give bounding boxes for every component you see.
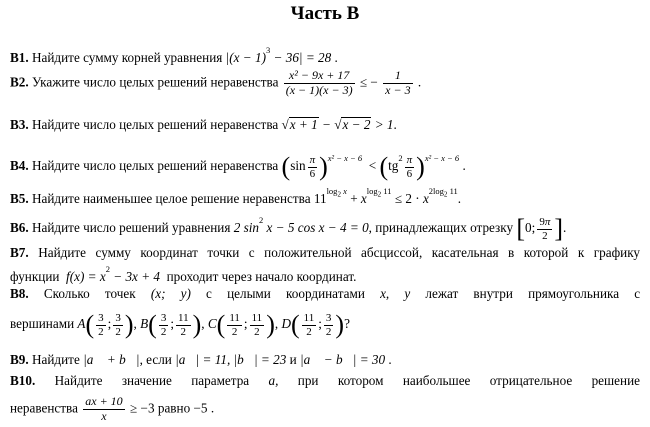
- formula: |a⃗| = 11, |b⃗| = 23: [175, 352, 287, 367]
- problem-b4: В4. Найдите число целых решений неравенства (sin $\frac{\pi}{6}$ )$^{x^2 - x - 6} < (tg^2$ $\frac{\pi}{6}$ )$^{x^2 - x - 6}$ .: [10, 152, 466, 182]
- problem-number: В8.: [10, 286, 29, 301]
- formula: ≥ −3: [129, 400, 155, 416]
- word: целыми: [227, 286, 271, 301]
- problem-text: Укажите число целых решений неравенства: [31, 74, 279, 90]
- word: с: [634, 286, 641, 301]
- word: при: [297, 373, 319, 388]
- problem-number: В1.: [10, 50, 29, 65]
- fraction: [383, 69, 412, 98]
- formula: |a⃗ − b⃗| = 30: [299, 352, 386, 367]
- problem-b10-line2: неравенства $\frac{ax + 10}{x}$ ≥ −3 равно −5 .: [10, 394, 215, 423]
- problem-text: Найдите число целых решений неравенства: [31, 158, 279, 174]
- word: с: [206, 286, 212, 301]
- problem-text: , принадлежащих отрезку: [368, 220, 514, 236]
- problem-text: Найдите: [31, 352, 80, 367]
- interval: [0; $\frac{9\pi}{2}$ ]: [516, 214, 563, 244]
- formula: y: [404, 286, 411, 301]
- problem-text: , если: [139, 352, 172, 367]
- fraction: $\frac{ax + 10}{x}$: [85, 394, 123, 423]
- numerator: 1: [394, 68, 401, 82]
- word: отрицательное: [489, 373, 573, 388]
- problem-b2: В2. Укажите число целых решений неравенства $\frac{\text{x² − 9x + 17}}{(x - 1)(x - 3)}$ ≤ − $\frac{1}{x - 3}$ .: [10, 68, 422, 97]
- page-title: Часть В: [290, 3, 360, 24]
- problem-b7-line1: [10, 246, 640, 259]
- problem-number: В6.: [10, 220, 29, 236]
- problem-text: Найдите число целых решений неравенства: [31, 117, 279, 132]
- problem-b10-line1: [10, 374, 640, 387]
- problem-text: Найдите наименьшее целое решение неравенства: [31, 191, 311, 206]
- word: Найдите: [54, 373, 103, 388]
- formula: (sin $\frac{\pi}{6}$ )$^{x^2 - x - 6} < (tg^2$ $\frac{\pi}{6}$ )$^{x^2 - x - 6}$: [281, 152, 460, 182]
- word: координатами: [286, 286, 365, 301]
- problem-text: проходит через начало координат.: [166, 269, 357, 284]
- problem-number: В10.: [10, 373, 36, 388]
- formula: A( $\frac{3}{2}$ ; $\frac{3}{2}$ ), B( $\frac{3}{2}$ ; $\frac{11}{2}$ ), C( $\frac{11}{2}$ ; $\frac{11}{2}$ ), D( $\frac{11}{2}$ ; $\frac{3}{2}$ )?: [77, 310, 350, 340]
- formula: $f(x) = x^2 - 3x + 4$: [66, 264, 160, 284]
- problem-text: и: [289, 352, 297, 367]
- numerator: x² − 9x + 17: [288, 68, 350, 82]
- word: точек: [104, 286, 136, 301]
- problem-number: В2.: [10, 74, 29, 90]
- word: параметра: [191, 373, 250, 388]
- formula: 2 $\sin^2 x - 5$ cos x − 4 = 0: [233, 215, 369, 236]
- formula: x,: [380, 286, 390, 301]
- problem-b8-line2: [10, 312, 640, 338]
- problem-text: функции: [10, 269, 60, 284]
- problem-text: Найдите число решений уравнения: [31, 220, 231, 236]
- formula: |a⃗ + b⃗|: [83, 352, 140, 367]
- formula: a,: [268, 373, 279, 388]
- formula: √x + 1 − √x − 2 > 1: [281, 117, 394, 132]
- word: котором: [337, 373, 384, 388]
- formula: $11^{log_2 x} + x^{log_2 11} \le 2 \cdot x^{2log_2 11}$: [313, 186, 458, 206]
- problem-text: Найдите сумму корней уравнения: [31, 50, 223, 65]
- word: лежат: [425, 286, 459, 301]
- problem-b8-line1: [10, 287, 640, 300]
- problem-text: вершинами: [10, 316, 75, 332]
- formula: −5: [193, 400, 208, 416]
- word: наибольшее: [402, 373, 471, 388]
- problem-number: В4.: [10, 158, 29, 174]
- formula: (x; y): [150, 286, 191, 301]
- denominator: x − 3: [385, 82, 411, 97]
- formula: $|(x - 1)^3 - 36| = 28$: [225, 45, 332, 65]
- problem-text: Найдите сумму координат точки с положительной абсциссой, касательная в которой к графику: [38, 245, 641, 260]
- problem-number: В3.: [10, 117, 29, 132]
- word: Сколько: [43, 286, 90, 301]
- problem-number: В7.: [10, 245, 29, 260]
- fraction: [284, 69, 355, 98]
- problem-b6: В6. Найдите число решений уравнения 2 $\sin^2 x - 5$ cos x − 4 = 0, принадлежащих отрезку [0; $\frac{9\pi}{2}$ ].: [10, 214, 567, 244]
- word: внутри: [473, 286, 513, 301]
- problem-text: равно: [157, 400, 191, 416]
- word: решение: [591, 373, 641, 388]
- word: прямоугольника: [528, 286, 620, 301]
- problem-number: В9.: [10, 352, 29, 367]
- problem-b9: В9. Найдите |a⃗ + b⃗|, если |a⃗| = 11, |b⃗| = 23 и |a⃗ − b⃗| = 30 .: [10, 352, 392, 367]
- word: значение: [121, 373, 172, 388]
- problem-b5: В5. Найдите наименьшее целое решение неравенства $11^{log_2 x} + x^{log_2 11} \le 2 \cdot x^{2log_2 11}$.: [10, 186, 462, 206]
- problem-b1: В1. Найдите сумму корней уравнения $|(x - 1)^3 - 36| = 28$ .: [10, 45, 338, 65]
- denominator: (x − 1)(x − 3): [285, 82, 353, 97]
- problem-text: неравенства: [10, 400, 78, 416]
- problem-b7-line2: [10, 265, 640, 283]
- problem-number: В5.: [10, 191, 29, 206]
- problem-b3: В3. Найдите число целых решений неравенства √x + 1 − √x − 2 > 1.: [10, 117, 397, 132]
